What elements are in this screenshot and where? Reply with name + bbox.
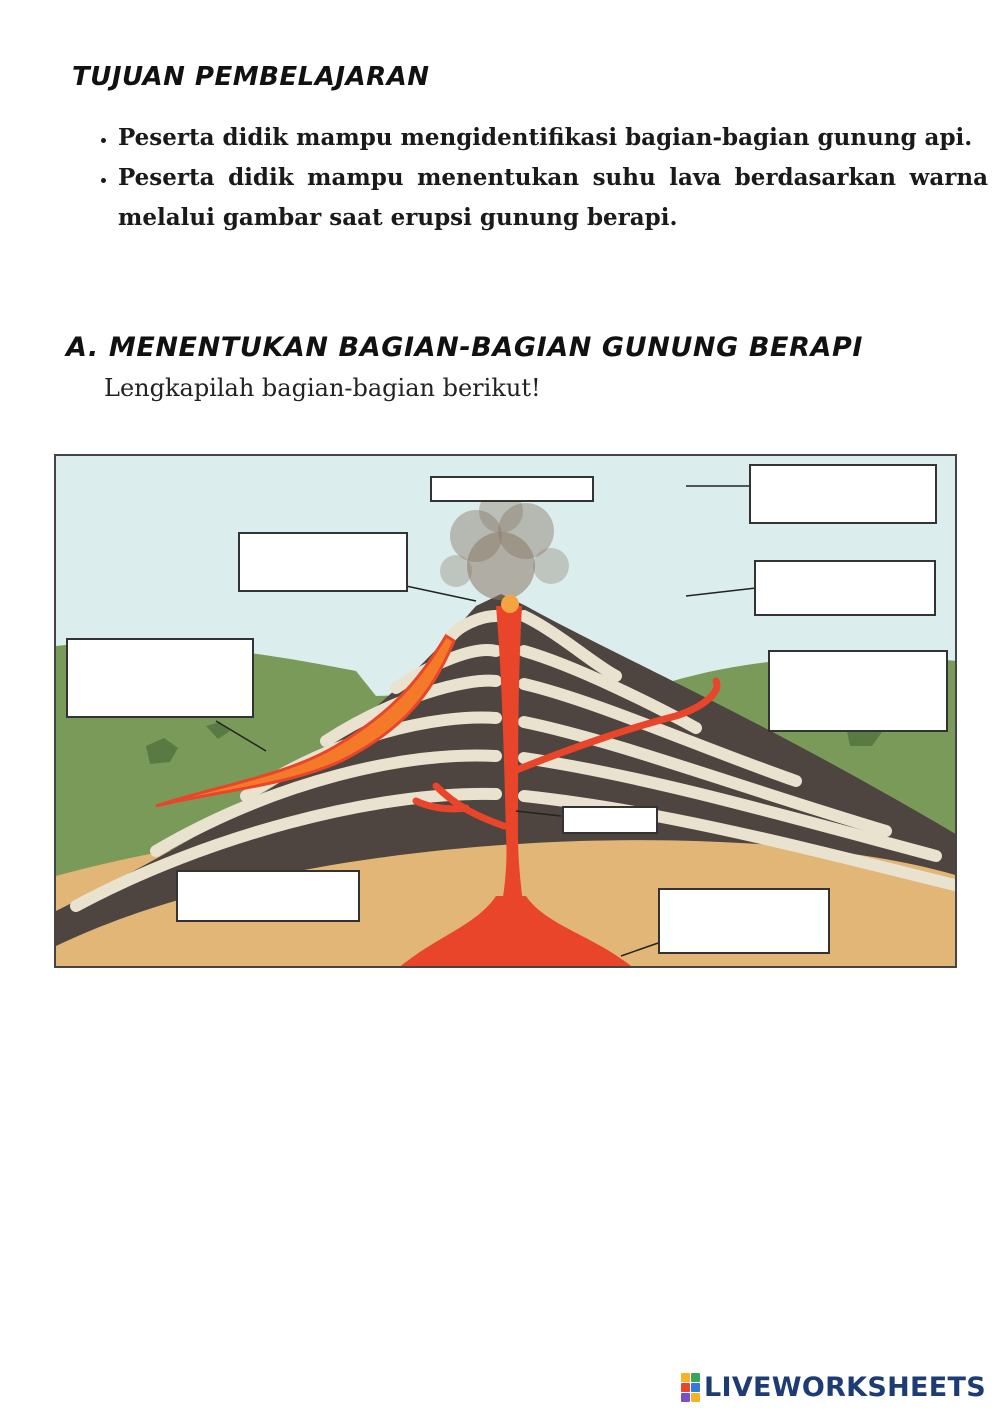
liveworksheets-brand bbox=[681, 1372, 986, 1403]
label-box-top-right[interactable] bbox=[749, 464, 937, 524]
label-box-right-upper[interactable] bbox=[754, 560, 936, 616]
label-box-right-middle[interactable] bbox=[768, 650, 948, 732]
label-box-center-small[interactable] bbox=[562, 806, 658, 834]
volcano-diagram bbox=[54, 454, 957, 968]
label-box-bottom-right[interactable] bbox=[658, 888, 830, 954]
objectives-list bbox=[88, 118, 988, 238]
section-a-title: A. MENENTUKAN BAGIAN-BAGIAN GUNUNG BERAPI bbox=[66, 332, 864, 363]
label-box-left[interactable] bbox=[66, 638, 254, 718]
objective-item: • Peserta didik mampu mengidentifikasi bagian-bagian gunung api. bbox=[118, 118, 988, 158]
brand-text: LIVEWORKSHEETS bbox=[703, 1372, 986, 1403]
label-box-top-center[interactable] bbox=[430, 476, 594, 502]
objective-item: • Peserta didik mampu menentukan suhu lava berdasarkan warna melalui gambar saat erupsi gunung berapi. bbox=[118, 158, 988, 238]
liveworksheets-logo-icon bbox=[681, 1373, 700, 1402]
label-box-upper-left[interactable] bbox=[238, 532, 408, 592]
label-box-bottom-left[interactable] bbox=[176, 870, 360, 922]
ash-cloud bbox=[440, 489, 569, 600]
objectives-title: TUJUAN PEMBELAJARAN bbox=[72, 62, 430, 92]
section-a-instruction: Lengkapilah bagian-bagian berikut! bbox=[104, 374, 541, 402]
